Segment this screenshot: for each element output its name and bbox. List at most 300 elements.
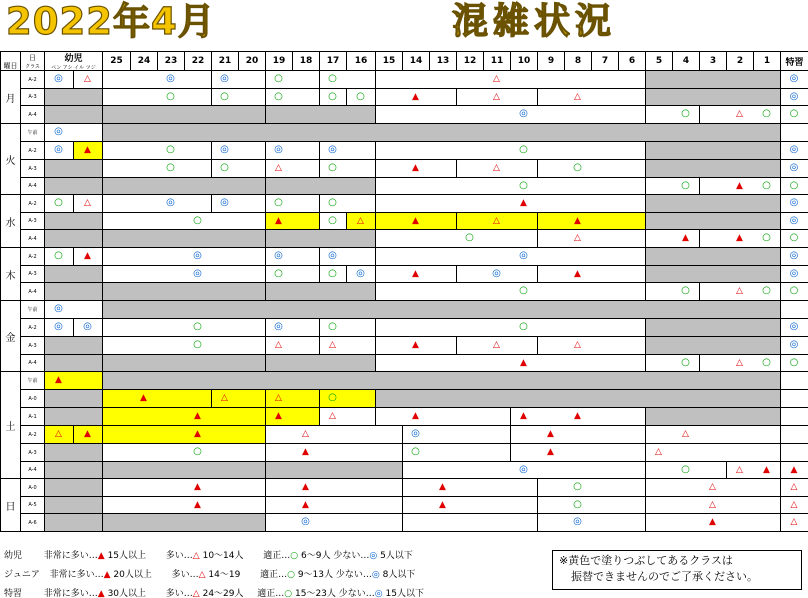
class-slot-cell	[102, 247, 266, 266]
header-youji-label: 幼児	[64, 54, 83, 64]
header-date-25: 25	[102, 51, 131, 71]
class-slot-cell	[375, 389, 781, 408]
legend-many-label: 多い…	[165, 589, 193, 598]
triangle-outline-icon: △	[302, 429, 309, 439]
filled-triangle-icon: ▲	[439, 482, 446, 492]
legend-many-label: 多い…	[165, 551, 193, 561]
triangle-outline-icon: △	[84, 74, 91, 84]
class-slot-cell	[102, 425, 266, 444]
header-date-21: 21	[211, 51, 239, 71]
class-slot-cell	[102, 105, 266, 124]
double-circle-icon: ◎	[356, 267, 365, 279]
double-circle-icon: ◎	[328, 250, 337, 261]
circle-icon: ○	[287, 570, 295, 580]
class-slot-cell	[102, 478, 266, 497]
class-slot-cell	[265, 177, 376, 195]
circle-icon: ○	[193, 446, 202, 457]
circle-icon: ○	[681, 285, 690, 296]
legend-ok-label: 適正…	[260, 570, 288, 580]
class-slot-cell	[537, 159, 646, 178]
legend-ok-text: 15～23人	[295, 589, 336, 598]
filled-triangle-icon: ▲	[275, 411, 282, 421]
class-slot-cell	[265, 478, 403, 497]
filled-triangle-icon: ▲	[790, 464, 798, 475]
double-circle-icon: ◎	[573, 516, 582, 527]
circle-icon: ○	[290, 551, 299, 561]
class-slot-cell	[375, 229, 538, 248]
class-slot-cell	[645, 407, 781, 426]
class-slot-cell	[102, 443, 266, 462]
youji-cell	[44, 212, 103, 230]
row-label: A-5	[20, 496, 45, 514]
double-circle-icon: ◎	[369, 551, 378, 561]
double-circle-icon: ◎	[411, 428, 420, 439]
header-tokushu: 特習	[780, 51, 808, 71]
triangle-outline-icon: △	[275, 393, 282, 403]
row-label: A-6	[20, 513, 45, 532]
row-label: A-4	[20, 354, 45, 372]
youji-cell	[44, 177, 103, 195]
circle-icon: ○	[681, 356, 690, 368]
circle-icon: ○	[193, 339, 202, 350]
legend-very-text: 30人以上	[107, 589, 147, 598]
triangle-outline-icon: △	[574, 233, 581, 243]
filled-triangle-icon: ▲	[412, 91, 419, 102]
class-slot-cell	[265, 513, 403, 532]
double-circle-icon: ◎	[328, 144, 337, 155]
double-circle-icon: ◎	[220, 197, 229, 208]
youji-cell	[44, 354, 103, 372]
class-slot-cell	[102, 513, 266, 532]
filled-triangle-icon: ▲	[140, 393, 147, 403]
legend-few-label: 少ない…	[335, 570, 372, 580]
class-slot-cell	[102, 212, 266, 230]
filled-triangle-icon: ▲	[84, 429, 91, 439]
header-class-label: クラス	[25, 63, 40, 70]
class-slot-cell	[375, 407, 511, 426]
class-slot-cell	[645, 265, 781, 283]
day-label-2: 水	[0, 194, 21, 248]
row-label: A-3	[20, 212, 45, 230]
header-date-2: 2	[726, 51, 754, 71]
double-circle-icon: ◎	[789, 214, 799, 226]
class-slot-cell	[510, 425, 646, 444]
legend-very-text: 15人以上	[107, 551, 147, 561]
triangle-outline-icon: △	[55, 429, 62, 439]
day-label-3: 木	[0, 247, 21, 301]
double-circle-icon: ◎	[54, 321, 63, 332]
double-circle-icon: ◎	[519, 108, 528, 119]
header-date-9: 9	[537, 51, 565, 71]
class-slot-cell	[265, 443, 403, 462]
filled-triangle-icon: ▲	[682, 233, 689, 243]
class-slot-cell	[402, 513, 538, 532]
youji-cell	[44, 336, 103, 355]
triangle-outline-icon: △	[736, 286, 743, 296]
class-slot-cell	[537, 88, 646, 106]
circle-icon: ○	[411, 446, 420, 457]
circle-icon: ○	[166, 90, 175, 102]
circle-icon: ○	[220, 162, 229, 173]
header-date-3: 3	[699, 51, 727, 71]
filled-triangle-icon: ▲	[412, 340, 419, 350]
circle-icon: ○	[274, 267, 283, 279]
row-label: A-0	[20, 389, 45, 408]
class-slot-cell	[645, 70, 781, 89]
circle-icon: ○	[519, 179, 528, 191]
triangle-outline-icon: △	[329, 340, 336, 350]
row-label: A-3	[20, 265, 45, 283]
double-circle-icon: ◎	[274, 321, 283, 332]
double-circle-icon: ◎	[789, 339, 799, 350]
filled-triangle-icon: ▲	[574, 215, 581, 226]
double-circle-icon: ◎	[54, 126, 63, 137]
filled-triangle-icon: ▲	[302, 499, 309, 510]
youji-cell	[44, 282, 103, 301]
circle-icon: ○	[274, 90, 283, 102]
header-date-18: 18	[292, 51, 320, 71]
circle-icon: ○	[193, 214, 202, 226]
triangle-outline-icon: △	[655, 447, 662, 457]
circle-icon: ○	[328, 392, 337, 403]
circle-icon: ○	[328, 162, 337, 173]
class-slot-cell	[537, 265, 646, 283]
circle-icon: ○	[789, 285, 799, 296]
filled-triangle-icon: ▲	[763, 464, 770, 475]
class-slot-cell	[375, 141, 646, 160]
row-label: 午前	[20, 300, 45, 319]
header-day-label: 曜日	[3, 62, 18, 70]
double-circle-icon: ◎	[54, 73, 63, 84]
triangle-outline-icon: △	[493, 74, 500, 84]
youji-cell	[44, 513, 103, 532]
circle-icon: ○	[356, 90, 365, 102]
class-slot-cell	[645, 212, 781, 230]
circle-icon: ○	[193, 321, 202, 332]
legend-few-label: 少ない…	[333, 551, 370, 561]
class-slot-cell	[645, 88, 781, 106]
circle-icon: ○	[681, 179, 690, 191]
row-label: A-4	[20, 282, 45, 301]
filled-triangle-icon: ▲	[55, 375, 62, 385]
double-circle-icon: ◎	[374, 589, 383, 598]
filled-triangle-icon: ▲	[103, 570, 111, 580]
double-circle-icon: ◎	[193, 250, 202, 261]
class-slot-cell	[510, 443, 646, 462]
class-slot-cell	[375, 247, 646, 266]
filled-triangle-icon: ▲	[520, 411, 527, 421]
youji-cell	[44, 407, 103, 426]
legend-very-label: 非常に多い…	[43, 589, 98, 598]
legend-few-text: 5人以下	[380, 551, 413, 561]
header-youji-cell	[44, 51, 103, 71]
filled-triangle-icon: ▲	[412, 411, 419, 421]
tokushu-cell	[780, 123, 808, 142]
day-label-0: 月	[0, 70, 21, 124]
triangle-outline-icon: △	[790, 499, 798, 510]
class-slot-cell	[402, 496, 538, 514]
class-slot-cell	[645, 194, 781, 213]
double-circle-icon: ◎	[220, 73, 229, 84]
circle-icon: ○	[789, 356, 799, 368]
filled-triangle-icon: ▲	[412, 163, 419, 173]
double-circle-icon: ◎	[789, 250, 799, 261]
class-slot-cell	[265, 461, 403, 479]
youji-cell	[44, 88, 103, 106]
triangle-outline-icon: △	[221, 393, 228, 403]
triangle-outline-icon: △	[736, 464, 743, 475]
filled-triangle-icon: ▲	[547, 429, 554, 439]
row-label: A-0	[20, 478, 45, 497]
class-slot-cell	[102, 70, 212, 89]
filled-triangle-icon: ▲	[709, 517, 716, 527]
class-slot-cell	[102, 389, 212, 408]
class-slot-cell	[265, 105, 376, 124]
circle-icon: ○	[328, 197, 337, 208]
circle-icon: ○	[762, 179, 771, 191]
class-slot-cell	[375, 70, 646, 89]
class-slot-cell	[645, 425, 781, 444]
legend-very-label: 非常に多い…	[49, 570, 104, 580]
class-slot-cell	[102, 318, 266, 337]
class-slot-cell	[265, 425, 403, 444]
header-youji-sub: ペン アシ イル ツジ	[51, 65, 96, 71]
legend-very-label: 非常に多い…	[43, 551, 98, 561]
tokushu-cell	[780, 425, 808, 444]
class-slot-cell	[102, 300, 781, 319]
triangle-outline-icon: △	[84, 198, 91, 208]
class-slot-cell	[102, 371, 781, 390]
class-slot-cell	[102, 141, 212, 160]
class-slot-cell	[537, 336, 646, 355]
triangle-outline-icon: △	[790, 517, 798, 527]
day-label-4: 金	[0, 300, 21, 372]
filled-triangle-icon: ▲	[736, 180, 743, 191]
triangle-outline-icon: △	[275, 163, 282, 173]
class-slot-cell	[645, 336, 781, 355]
double-circle-icon: ◎	[519, 250, 528, 261]
double-circle-icon: ◎	[220, 144, 229, 155]
circle-icon: ○	[328, 73, 337, 84]
class-slot-cell	[375, 318, 646, 337]
class-slot-cell	[102, 88, 212, 106]
class-slot-cell	[102, 229, 266, 248]
filled-triangle-icon: ▲	[84, 251, 91, 261]
header-day-cell	[0, 51, 21, 71]
circle-icon: ○	[681, 463, 690, 475]
youji-cell	[44, 389, 103, 408]
row-label: A-2	[20, 318, 45, 337]
class-slot-cell	[537, 212, 646, 230]
header-date-6: 6	[618, 51, 646, 71]
legend-many-text: 10～14人	[202, 551, 244, 561]
tokushu-cell	[780, 300, 808, 319]
circle-icon: ○	[166, 162, 175, 173]
youji-cell	[44, 443, 103, 462]
circle-icon: ○	[284, 589, 293, 598]
row-label: 午前	[20, 123, 45, 142]
class-slot-cell	[265, 282, 376, 301]
triangle-outline-icon: △	[736, 109, 743, 119]
class-slot-cell	[102, 461, 266, 479]
filled-triangle-icon: ▲	[574, 268, 581, 279]
filled-triangle-icon: ▲	[520, 198, 527, 208]
row-label: A-3	[20, 159, 45, 178]
circle-icon: ○	[274, 197, 283, 208]
filled-triangle-icon: ▲	[302, 447, 309, 457]
circle-icon: ○	[789, 108, 799, 119]
legend-group: ジュニア	[4, 570, 40, 580]
triangle-outline-icon: △	[493, 215, 500, 226]
legend-few-text: 15人以下	[385, 589, 424, 598]
circle-icon: ○	[762, 108, 771, 119]
filled-triangle-icon: ▲	[194, 499, 201, 510]
header-date-5: 5	[645, 51, 673, 71]
triangle-outline-icon: △	[192, 551, 200, 561]
header-date-15: 15	[375, 51, 403, 71]
double-circle-icon: ◎	[83, 321, 92, 332]
youji-cell	[44, 229, 103, 248]
double-circle-icon: ◎	[166, 197, 175, 208]
header-date-16: 16	[346, 51, 376, 71]
class-slot-cell	[102, 265, 266, 283]
circle-icon: ○	[681, 108, 690, 119]
class-slot-cell	[102, 282, 266, 301]
notice-box	[552, 550, 802, 590]
double-circle-icon: ◎	[789, 73, 799, 84]
notice-line-1: ※黄色で塗りつぶしてあるクラスは	[559, 554, 733, 567]
double-circle-icon: ◎	[193, 267, 202, 279]
triangle-outline-icon: △	[574, 91, 581, 102]
header-corner-label: 日	[29, 53, 36, 62]
triangle-outline-icon: △	[357, 215, 364, 226]
legend-many-text: 24～29人	[202, 589, 244, 598]
circle-icon: ○	[328, 321, 337, 332]
header-date-23: 23	[157, 51, 185, 71]
filled-triangle-icon: ▲	[275, 215, 282, 226]
circle-icon: ○	[762, 285, 771, 296]
header-date-14: 14	[402, 51, 430, 71]
triangle-outline-icon: △	[493, 163, 500, 173]
circle-icon: ○	[762, 232, 771, 243]
day-label-5: 土	[0, 371, 21, 479]
row-label: A-2	[20, 194, 45, 213]
header-date-17: 17	[319, 51, 347, 71]
class-slot-cell	[645, 141, 781, 160]
double-circle-icon: ◎	[789, 267, 799, 279]
tokushu-cell	[780, 443, 808, 462]
double-circle-icon: ◎	[274, 144, 283, 155]
circle-icon: ○	[328, 90, 337, 102]
double-circle-icon: ◎	[492, 267, 501, 279]
circle-icon: ○	[573, 162, 582, 173]
circle-icon: ○	[328, 214, 337, 226]
header-date-1: 1	[753, 51, 781, 71]
triangle-outline-icon: △	[329, 411, 336, 421]
triangle-outline-icon: △	[682, 429, 689, 439]
header-date-7: 7	[591, 51, 619, 71]
header-class-cell	[20, 51, 45, 71]
youji-cell	[44, 159, 103, 178]
circle-icon: ○	[762, 356, 771, 368]
filled-triangle-icon: ▲	[194, 429, 201, 439]
notice-line-2: 振替できませんのでご了承ください。	[571, 570, 758, 583]
filled-triangle-icon: ▲	[84, 145, 91, 155]
class-slot-cell	[102, 194, 212, 213]
class-slot-cell	[537, 229, 646, 248]
circle-icon: ○	[519, 285, 528, 296]
triangle-outline-icon: △	[790, 482, 798, 492]
row-label: A-4	[20, 229, 45, 248]
circle-icon: ○	[789, 232, 799, 243]
header-date-10: 10	[510, 51, 538, 71]
row-label: A-4	[20, 177, 45, 195]
triangle-outline-icon: △	[574, 340, 581, 350]
header-date-13: 13	[429, 51, 457, 71]
class-slot-cell	[537, 478, 646, 497]
filled-triangle-icon: ▲	[412, 268, 419, 279]
class-slot-cell	[102, 159, 212, 178]
row-label: A-3	[20, 336, 45, 355]
triangle-outline-icon: △	[198, 570, 206, 580]
header-date-8: 8	[564, 51, 592, 71]
double-circle-icon: ◎	[166, 73, 175, 84]
youji-cell	[44, 105, 103, 124]
class-slot-cell	[375, 354, 646, 372]
class-slot-cell	[375, 177, 646, 195]
page-title: 2022年4月	[6, 0, 216, 43]
double-circle-icon: ◎	[789, 144, 799, 155]
circle-icon: ○	[789, 179, 799, 191]
double-circle-icon: ◎	[789, 321, 799, 332]
class-slot-cell	[102, 177, 266, 195]
filled-triangle-icon: ▲	[97, 551, 105, 561]
youji-cell	[44, 461, 103, 479]
class-slot-cell	[102, 496, 266, 514]
filled-triangle-icon: ▲	[547, 447, 554, 457]
legend-ok-label: 適正…	[257, 589, 285, 598]
class-slot-cell	[645, 247, 781, 266]
double-circle-icon: ◎	[371, 570, 380, 580]
legend-few-text: 8人以下	[382, 570, 416, 580]
circle-icon: ○	[328, 267, 337, 279]
header-date-20: 20	[238, 51, 266, 71]
legend-many-label: 多い…	[171, 570, 199, 580]
double-circle-icon: ◎	[519, 463, 528, 475]
class-slot-cell	[375, 105, 646, 124]
row-label: A-2	[20, 141, 45, 160]
class-slot-cell	[265, 229, 376, 248]
row-label: A-2	[20, 425, 45, 444]
double-circle-icon: ◎	[54, 303, 63, 314]
double-circle-icon: ◎	[789, 197, 799, 208]
tokushu-cell	[780, 371, 808, 390]
day-label-1: 火	[0, 123, 21, 195]
youji-cell	[44, 478, 103, 497]
filled-triangle-icon: ▲	[194, 482, 201, 492]
legend-group: 特習	[4, 589, 23, 598]
legend-row-tokushu	[4, 586, 424, 598]
page-subtitle: 混雑状況	[452, 1, 617, 42]
tokushu-cell	[780, 389, 808, 408]
legend-very-text: 20人以上	[113, 570, 152, 580]
row-label: A-4	[20, 461, 45, 479]
header-date-4: 4	[672, 51, 700, 71]
legend-group: 幼児	[4, 551, 23, 561]
double-circle-icon: ◎	[274, 250, 283, 261]
class-slot-cell	[375, 282, 646, 301]
legend-row-youji	[4, 548, 413, 561]
